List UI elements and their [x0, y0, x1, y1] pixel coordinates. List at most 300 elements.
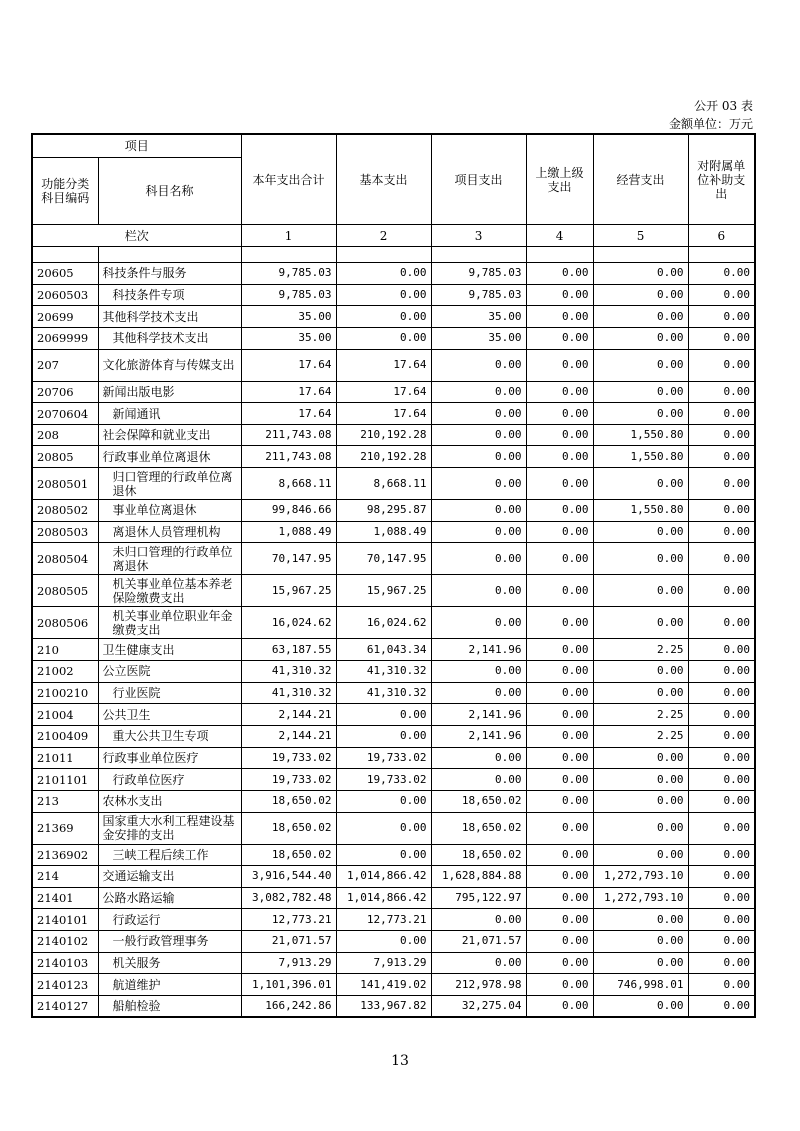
table-row — [32, 284, 755, 306]
row-value: 19,733.02 — [336, 769, 431, 791]
row-code: 207 — [32, 349, 98, 381]
row-value: 41,310.32 — [336, 682, 431, 704]
table-row — [32, 974, 755, 996]
row-value: 35.00 — [241, 327, 336, 349]
row-value: 0.00 — [688, 769, 755, 791]
row-value: 18,650.02 — [241, 812, 336, 844]
row-value: 0.00 — [526, 349, 593, 381]
table-row — [32, 403, 755, 425]
row-value: 0.00 — [688, 996, 755, 1018]
row-name: 社会保障和就业支出 — [98, 424, 241, 446]
table-row — [32, 952, 755, 974]
row-name: 航道维护 — [98, 974, 241, 996]
index-cell: 6 — [688, 225, 755, 247]
row-code: 2136902 — [32, 844, 98, 866]
row-value: 0.00 — [431, 909, 526, 931]
row-code: 2080506 — [32, 607, 98, 639]
row-value: 0.00 — [526, 607, 593, 639]
row-value: 0.00 — [526, 887, 593, 909]
row-value: 17.64 — [336, 381, 431, 403]
row-code: 21002 — [32, 661, 98, 683]
row-value: 0.00 — [431, 952, 526, 974]
row-name: 重大公共卫生专项 — [98, 725, 241, 747]
row-value: 0.00 — [688, 349, 755, 381]
row-value: 3,916,544.40 — [241, 866, 336, 888]
row-code: 2100409 — [32, 725, 98, 747]
row-value: 19,733.02 — [336, 747, 431, 769]
row-value: 0.00 — [431, 769, 526, 791]
row-code: 20699 — [32, 306, 98, 328]
table-body — [32, 263, 755, 1018]
row-value: 1,628,884.88 — [431, 866, 526, 888]
row-value: 0.00 — [431, 403, 526, 425]
row-value: 0.00 — [526, 381, 593, 403]
row-value: 141,419.02 — [336, 974, 431, 996]
row-value: 211,743.08 — [241, 446, 336, 468]
row-value: 16,024.62 — [241, 607, 336, 639]
row-name: 未归口管理的行政单位离退休 — [98, 543, 241, 575]
row-value: 3,082,782.48 — [241, 887, 336, 909]
row-value: 2,144.21 — [241, 704, 336, 726]
row-value: 17.64 — [241, 349, 336, 381]
row-name: 行政事业单位离退休 — [98, 446, 241, 468]
row-value: 98,295.87 — [336, 500, 431, 522]
row-value: 2.25 — [593, 704, 688, 726]
header-basic: 基本支出 — [336, 134, 431, 225]
row-value: 2.25 — [593, 639, 688, 661]
table-row — [32, 769, 755, 791]
table-row — [32, 661, 755, 683]
row-value: 0.00 — [526, 952, 593, 974]
row-value: 0.00 — [688, 575, 755, 607]
row-name: 三峡工程后续工作 — [98, 844, 241, 866]
row-value: 16,024.62 — [336, 607, 431, 639]
index-cell: 2 — [336, 225, 431, 247]
row-value: 9,785.03 — [241, 284, 336, 306]
row-value: 0.00 — [526, 790, 593, 812]
row-name: 归口管理的行政单位离退休 — [98, 468, 241, 500]
row-value: 212,978.98 — [431, 974, 526, 996]
table-row — [32, 866, 755, 888]
row-value: 8,668.11 — [241, 468, 336, 500]
row-value: 0.00 — [431, 424, 526, 446]
row-value: 0.00 — [593, 844, 688, 866]
row-value: 0.00 — [688, 607, 755, 639]
row-value: 18,650.02 — [431, 812, 526, 844]
row-code: 20706 — [32, 381, 98, 403]
row-value: 746,998.01 — [593, 974, 688, 996]
row-code: 21004 — [32, 704, 98, 726]
row-value: 0.00 — [526, 747, 593, 769]
row-code: 2080503 — [32, 521, 98, 543]
row-value: 0.00 — [688, 866, 755, 888]
row-value: 0.00 — [688, 974, 755, 996]
table-row — [32, 263, 755, 285]
row-value: 41,310.32 — [336, 661, 431, 683]
header-name: 科目名称 — [98, 158, 241, 225]
row-name: 国家重大水利工程建设基金安排的支出 — [98, 812, 241, 844]
row-value: 32,275.04 — [431, 996, 526, 1018]
row-value: 21,071.57 — [241, 931, 336, 953]
row-value: 1,088.49 — [336, 521, 431, 543]
row-value: 0.00 — [593, 575, 688, 607]
row-value: 1,014,866.42 — [336, 866, 431, 888]
row-value: 0.00 — [593, 468, 688, 500]
table-row — [32, 747, 755, 769]
row-value: 0.00 — [431, 747, 526, 769]
page-number: 13 — [391, 1053, 409, 1069]
table-row — [32, 607, 755, 639]
row-value: 0.00 — [593, 327, 688, 349]
table-row — [32, 790, 755, 812]
row-code: 21011 — [32, 747, 98, 769]
header-business: 经营支出 — [593, 134, 688, 225]
row-name: 文化旅游体育与传媒支出 — [98, 349, 241, 381]
header-project: 项目支出 — [431, 134, 526, 225]
row-value: 0.00 — [688, 661, 755, 683]
row-value: 17.64 — [336, 403, 431, 425]
table-row — [32, 468, 755, 500]
row-value: 63,187.55 — [241, 639, 336, 661]
row-value: 0.00 — [688, 500, 755, 522]
row-code: 2070604 — [32, 403, 98, 425]
table-row — [32, 931, 755, 953]
row-value: 7,913.29 — [336, 952, 431, 974]
row-value: 0.00 — [336, 931, 431, 953]
row-value: 0.00 — [593, 543, 688, 575]
row-name: 机关事业单位职业年金缴费支出 — [98, 607, 241, 639]
header-total: 本年支出合计 — [241, 134, 336, 225]
row-value: 0.00 — [431, 661, 526, 683]
row-value: 0.00 — [526, 682, 593, 704]
table-row — [32, 844, 755, 866]
row-value: 1,550.80 — [593, 500, 688, 522]
row-value: 18,650.02 — [431, 790, 526, 812]
row-value: 0.00 — [431, 446, 526, 468]
row-code: 21401 — [32, 887, 98, 909]
row-value: 70,147.95 — [241, 543, 336, 575]
row-value: 795,122.97 — [431, 887, 526, 909]
row-code: 2060503 — [32, 284, 98, 306]
row-value: 2,141.96 — [431, 704, 526, 726]
row-name: 卫生健康支出 — [98, 639, 241, 661]
row-value: 0.00 — [593, 996, 688, 1018]
row-value: 0.00 — [526, 974, 593, 996]
row-value: 0.00 — [593, 607, 688, 639]
row-value: 0.00 — [526, 931, 593, 953]
spacer-row — [32, 247, 755, 263]
row-name: 行政单位医疗 — [98, 769, 241, 791]
row-value: 70,147.95 — [336, 543, 431, 575]
row-value: 0.00 — [431, 575, 526, 607]
row-value: 9,785.03 — [431, 263, 526, 285]
row-value: 0.00 — [526, 306, 593, 328]
row-value: 0.00 — [336, 790, 431, 812]
row-name: 一般行政管理事务 — [98, 931, 241, 953]
row-name: 行政运行 — [98, 909, 241, 931]
row-value: 1,272,793.10 — [593, 866, 688, 888]
row-value: 41,310.32 — [241, 661, 336, 683]
table-row — [32, 639, 755, 661]
row-value: 0.00 — [526, 500, 593, 522]
row-name: 科技条件专项 — [98, 284, 241, 306]
index-cell: 4 — [526, 225, 593, 247]
row-value: 0.00 — [688, 424, 755, 446]
row-value: 210,192.28 — [336, 424, 431, 446]
row-value: 0.00 — [431, 381, 526, 403]
header-subsidy: 对附属单位补助支出 — [688, 134, 755, 225]
row-name: 其他科学技术支出 — [98, 306, 241, 328]
table-row — [32, 812, 755, 844]
row-value: 0.00 — [431, 500, 526, 522]
row-value: 19,733.02 — [241, 769, 336, 791]
row-value: 0.00 — [593, 747, 688, 769]
row-value: 0.00 — [593, 790, 688, 812]
header-project-group: 项目 — [32, 134, 241, 158]
row-value: 0.00 — [336, 812, 431, 844]
row-value: 21,071.57 — [431, 931, 526, 953]
row-value: 0.00 — [336, 327, 431, 349]
row-value: 9,785.03 — [431, 284, 526, 306]
row-value: 0.00 — [688, 887, 755, 909]
row-value: 2.25 — [593, 725, 688, 747]
row-value: 0.00 — [688, 327, 755, 349]
row-value: 1,550.80 — [593, 424, 688, 446]
row-value: 0.00 — [526, 704, 593, 726]
row-name: 事业单位离退休 — [98, 500, 241, 522]
row-value: 18,650.02 — [431, 844, 526, 866]
row-value: 0.00 — [688, 468, 755, 500]
header-upper: 上缴上级支出 — [526, 134, 593, 225]
row-value: 18,650.02 — [241, 790, 336, 812]
row-value: 0.00 — [688, 909, 755, 931]
row-value: 17.64 — [336, 349, 431, 381]
row-value: 0.00 — [526, 639, 593, 661]
row-value: 0.00 — [688, 284, 755, 306]
header-index-label: 栏次 — [32, 225, 241, 247]
row-value: 0.00 — [431, 349, 526, 381]
row-value: 0.00 — [336, 844, 431, 866]
amount-unit: 金额单位：万元 — [668, 117, 753, 131]
row-value: 0.00 — [593, 661, 688, 683]
form-number: 公开 03 表 — [694, 99, 753, 113]
row-value: 0.00 — [526, 996, 593, 1018]
table-row — [32, 682, 755, 704]
row-code: 2100210 — [32, 682, 98, 704]
table-row — [32, 725, 755, 747]
table-row — [32, 424, 755, 446]
row-value: 133,967.82 — [336, 996, 431, 1018]
index-cell: 5 — [593, 225, 688, 247]
row-name: 农林水支出 — [98, 790, 241, 812]
row-value: 0.00 — [526, 844, 593, 866]
row-code: 214 — [32, 866, 98, 888]
row-code: 210 — [32, 639, 98, 661]
row-code: 2140102 — [32, 931, 98, 953]
row-value: 1,014,866.42 — [336, 887, 431, 909]
row-value: 0.00 — [688, 952, 755, 974]
row-code: 2140103 — [32, 952, 98, 974]
row-value: 210,192.28 — [336, 446, 431, 468]
row-value: 18,650.02 — [241, 844, 336, 866]
row-code: 20605 — [32, 263, 98, 285]
row-value: 0.00 — [688, 381, 755, 403]
row-value: 0.00 — [336, 263, 431, 285]
row-value: 1,101,396.01 — [241, 974, 336, 996]
row-value: 35.00 — [431, 306, 526, 328]
row-value: 0.00 — [688, 790, 755, 812]
row-value: 0.00 — [688, 844, 755, 866]
row-value: 0.00 — [688, 639, 755, 661]
row-value: 0.00 — [593, 521, 688, 543]
table-row — [32, 704, 755, 726]
row-value: 0.00 — [688, 446, 755, 468]
row-value: 8,668.11 — [336, 468, 431, 500]
row-code: 213 — [32, 790, 98, 812]
row-value: 0.00 — [593, 769, 688, 791]
row-name: 公共卫生 — [98, 704, 241, 726]
row-name: 新闻通讯 — [98, 403, 241, 425]
header-code: 功能分类科目编码 — [32, 158, 98, 225]
row-value: 0.00 — [336, 306, 431, 328]
row-value: 211,743.08 — [241, 424, 336, 446]
row-value: 0.00 — [688, 704, 755, 726]
row-value: 0.00 — [431, 521, 526, 543]
row-value: 0.00 — [431, 543, 526, 575]
row-value: 0.00 — [336, 725, 431, 747]
table-row — [32, 521, 755, 543]
row-value: 15,967.25 — [336, 575, 431, 607]
row-value: 0.00 — [593, 349, 688, 381]
row-name: 其他科学技术支出 — [98, 327, 241, 349]
index-cell: 1 — [241, 225, 336, 247]
row-value: 0.00 — [688, 263, 755, 285]
table-row — [32, 500, 755, 522]
row-code: 2080501 — [32, 468, 98, 500]
row-value: 0.00 — [688, 931, 755, 953]
row-name: 交通运输支出 — [98, 866, 241, 888]
row-value: 17.64 — [241, 381, 336, 403]
row-value: 0.00 — [593, 812, 688, 844]
row-value: 1,088.49 — [241, 521, 336, 543]
row-value: 35.00 — [431, 327, 526, 349]
row-value: 0.00 — [526, 575, 593, 607]
row-value: 0.00 — [688, 306, 755, 328]
row-value: 0.00 — [526, 446, 593, 468]
row-name: 科技条件与服务 — [98, 263, 241, 285]
row-value: 0.00 — [593, 909, 688, 931]
row-value: 12,773.21 — [336, 909, 431, 931]
row-value: 1,550.80 — [593, 446, 688, 468]
index-cell: 3 — [431, 225, 526, 247]
row-value: 17.64 — [241, 403, 336, 425]
row-value: 0.00 — [526, 543, 593, 575]
row-value: 7,913.29 — [241, 952, 336, 974]
table-row — [32, 327, 755, 349]
row-value: 19,733.02 — [241, 747, 336, 769]
table-row — [32, 575, 755, 607]
row-value: 0.00 — [526, 284, 593, 306]
row-value: 0.00 — [593, 306, 688, 328]
row-value: 99,846.66 — [241, 500, 336, 522]
row-value: 61,043.34 — [336, 639, 431, 661]
row-value: 0.00 — [526, 424, 593, 446]
row-value: 166,242.86 — [241, 996, 336, 1018]
row-value: 0.00 — [593, 381, 688, 403]
row-value: 0.00 — [593, 403, 688, 425]
row-name: 离退休人员管理机构 — [98, 521, 241, 543]
row-value: 0.00 — [688, 682, 755, 704]
row-value: 0.00 — [593, 682, 688, 704]
row-code: 2140127 — [32, 996, 98, 1018]
row-value: 1,272,793.10 — [593, 887, 688, 909]
row-value: 0.00 — [526, 661, 593, 683]
row-value: 0.00 — [431, 607, 526, 639]
row-value: 0.00 — [431, 468, 526, 500]
row-value: 0.00 — [688, 521, 755, 543]
row-value: 0.00 — [526, 327, 593, 349]
table-row — [32, 381, 755, 403]
row-value: 0.00 — [593, 931, 688, 953]
page-header — [669, 97, 753, 133]
row-code: 2101101 — [32, 769, 98, 791]
row-value: 0.00 — [526, 769, 593, 791]
row-value: 0.00 — [526, 909, 593, 931]
row-code: 2140101 — [32, 909, 98, 931]
row-code: 21369 — [32, 812, 98, 844]
row-value: 0.00 — [688, 812, 755, 844]
row-value: 2,144.21 — [241, 725, 336, 747]
expenditure-table — [31, 133, 756, 1018]
row-value: 12,773.21 — [241, 909, 336, 931]
row-value: 0.00 — [526, 468, 593, 500]
row-value: 0.00 — [526, 263, 593, 285]
row-name: 行政事业单位医疗 — [98, 747, 241, 769]
row-value: 0.00 — [336, 284, 431, 306]
row-value: 0.00 — [526, 866, 593, 888]
row-value: 0.00 — [688, 543, 755, 575]
row-value: 35.00 — [241, 306, 336, 328]
row-code: 208 — [32, 424, 98, 446]
row-name: 机关服务 — [98, 952, 241, 974]
row-code: 2080505 — [32, 575, 98, 607]
table-row — [32, 996, 755, 1018]
row-value: 0.00 — [431, 682, 526, 704]
table-row — [32, 543, 755, 575]
table-row — [32, 349, 755, 381]
row-value: 9,785.03 — [241, 263, 336, 285]
row-code: 2069999 — [32, 327, 98, 349]
row-code: 2080502 — [32, 500, 98, 522]
row-value: 0.00 — [688, 725, 755, 747]
row-value: 2,141.96 — [431, 639, 526, 661]
row-value: 15,967.25 — [241, 575, 336, 607]
table-row — [32, 909, 755, 931]
table-row — [32, 446, 755, 468]
row-code: 20805 — [32, 446, 98, 468]
row-value: 0.00 — [688, 747, 755, 769]
row-value: 2,141.96 — [431, 725, 526, 747]
row-value: 0.00 — [593, 284, 688, 306]
row-code: 2140123 — [32, 974, 98, 996]
row-name: 行业医院 — [98, 682, 241, 704]
row-value: 0.00 — [526, 403, 593, 425]
row-name: 新闻出版电影 — [98, 381, 241, 403]
row-value: 0.00 — [526, 812, 593, 844]
row-name: 船舶检验 — [98, 996, 241, 1018]
table-row — [32, 887, 755, 909]
row-value: 0.00 — [688, 403, 755, 425]
